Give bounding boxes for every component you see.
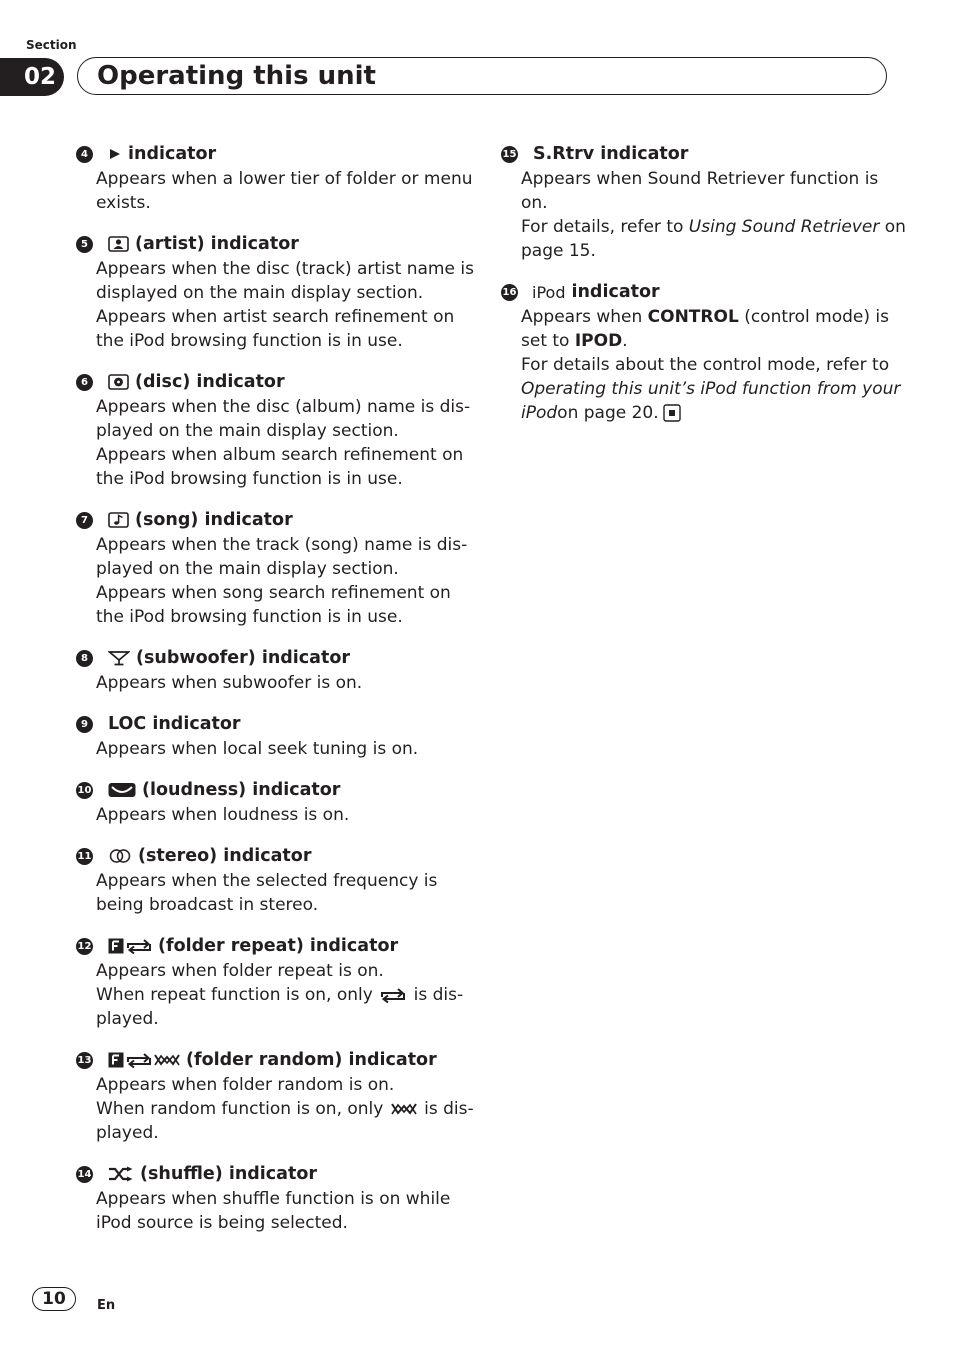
entry-text: When random function is on, only is dis- <box>96 1099 474 1119</box>
item-number-badge: 6 <box>76 374 93 391</box>
entry-text: Appears when a lower tier of folder or menu <box>96 169 473 189</box>
ipod-label: iPod <box>532 282 566 302</box>
stereo-icon <box>108 848 132 864</box>
item-number-badge: 13 <box>76 1052 93 1069</box>
entry-text: When repeat function is on, only is dis- <box>96 985 464 1005</box>
language-label: En <box>97 1298 116 1313</box>
cross-reference: Operating this unit’s iPod function from your <box>521 379 901 399</box>
entry-text: Appears when folder repeat is on. <box>96 961 384 981</box>
list-item <box>76 777 468 827</box>
entry-heading <box>76 507 468 533</box>
entry-heading <box>501 279 893 305</box>
disc-icon <box>108 374 129 390</box>
entry-title: (disc) indicator <box>135 372 285 392</box>
entry-text: played. <box>96 1123 159 1143</box>
list-item <box>76 1161 468 1235</box>
right-column <box>501 141 906 441</box>
entry-text: Appears when artist search refinement on <box>96 307 455 327</box>
entry-heading <box>76 231 468 257</box>
list-item <box>76 645 468 695</box>
song-icon <box>108 512 129 528</box>
entry-title: (stereo) indicator <box>138 846 312 866</box>
loudness-icon <box>108 782 136 798</box>
subwoofer-icon <box>108 650 130 666</box>
entry-text: page 15. <box>521 241 596 261</box>
entry-text: exists. <box>96 193 151 213</box>
section-number-badge: 02 <box>0 58 64 96</box>
list-item <box>76 711 468 761</box>
shuffle-icon <box>108 1166 134 1182</box>
entry-heading <box>76 843 468 869</box>
entry-title: (folder repeat) indicator <box>158 936 399 956</box>
entry-text: Appears when the track (song) name is dis- <box>96 535 468 555</box>
item-number-badge: 11 <box>76 848 93 865</box>
item-number-badge: 5 <box>76 236 93 253</box>
entry-title: indicator <box>128 144 217 164</box>
entry-text: on. <box>521 193 548 213</box>
item-number-badge: 4 <box>76 146 93 163</box>
entry-text: For details about the control mode, refer to <box>521 355 890 375</box>
item-number-badge: 16 <box>501 284 518 301</box>
entry-title: (subwoofer) indicator <box>136 648 350 668</box>
page-number: 10 <box>32 1287 76 1311</box>
item-number-badge: 12 <box>76 938 93 955</box>
entry-text: Appears when loudness is on. <box>96 805 350 825</box>
entry-text: being broadcast in stereo. <box>96 895 319 915</box>
item-number-badge: 15 <box>501 146 518 163</box>
entry-text: played on the main display section. <box>96 559 399 579</box>
item-number-badge: 8 <box>76 650 93 667</box>
list-item <box>76 933 468 1031</box>
entry-text: Appears when local seek tuning is on. <box>96 739 419 759</box>
entry-text: displayed on the main display section. <box>96 283 424 303</box>
entry-title: indicator <box>571 282 660 302</box>
page-title-box <box>77 57 887 95</box>
entry-heading <box>76 1047 468 1073</box>
entry-heading <box>76 1161 468 1187</box>
entry-title: (folder random) indicator <box>186 1050 437 1070</box>
item-number-badge: 14 <box>76 1166 93 1183</box>
folder-random-icon <box>108 1052 180 1068</box>
entry-text: Appears when Sound Retriever function is <box>521 169 879 189</box>
entry-heading <box>501 141 893 167</box>
entry-heading <box>76 141 468 167</box>
entry-text: the iPod browsing function is in use. <box>96 607 403 627</box>
item-number-badge: 7 <box>76 512 93 529</box>
list-item <box>501 141 906 263</box>
entry-text: played on the main display section. <box>96 421 399 441</box>
entry-text: the iPod browsing function is in use. <box>96 469 403 489</box>
repeat-icon <box>380 987 406 1003</box>
cross-reference: Using Sound Retriever <box>688 217 880 237</box>
entry-text: played. <box>96 1009 159 1029</box>
entry-text: Appears when subwoofer is on. <box>96 673 363 693</box>
entry-text: Appears when CONTROL (control mode) is <box>521 307 889 327</box>
entry-text: Appears when song search refinement on <box>96 583 451 603</box>
list-item <box>501 279 901 425</box>
entry-title: (song) indicator <box>135 510 293 530</box>
page-title: Operating this unit <box>97 61 376 91</box>
entry-text: Appears when the selected frequency is <box>96 871 438 891</box>
entry-text: For details, refer to Using Sound Retriever on <box>521 217 906 237</box>
entry-title: (shuffle) indicator <box>140 1164 318 1184</box>
list-item <box>76 141 473 215</box>
list-item <box>76 231 474 353</box>
cross-reference: iPod <box>521 403 558 423</box>
entry-text <box>521 377 901 401</box>
list-item <box>76 1047 474 1145</box>
end-square-icon <box>663 404 681 422</box>
entry-text: the iPod browsing function is in use. <box>96 331 403 351</box>
entry-text: Appears when album search refinement on <box>96 445 464 465</box>
entry-text: Appears when the disc (track) artist name is <box>96 259 474 279</box>
list-item <box>76 369 471 491</box>
entry-heading <box>76 933 468 959</box>
section-label: Section <box>26 38 77 52</box>
entry-heading <box>76 711 468 737</box>
entry-text: Appears when folder random is on. <box>96 1075 395 1095</box>
entry-text: Appears when the disc (album) name is dis- <box>96 397 471 417</box>
list-item <box>76 507 468 629</box>
entry-heading <box>76 777 468 803</box>
artist-icon <box>108 236 129 252</box>
entry-title: S.Rtrv indicator <box>533 144 689 164</box>
entry-text: Appears when shuffle function is on while <box>96 1189 451 1209</box>
left-column <box>76 141 474 1251</box>
item-number-badge: 9 <box>76 716 93 733</box>
entry-text: iPod source is being selected. <box>96 1213 348 1233</box>
entry-text: set to IPOD. <box>521 331 628 351</box>
list-item <box>76 843 468 917</box>
item-number-badge: 10 <box>76 782 93 799</box>
right-triangle-icon <box>108 147 122 161</box>
entry-text: iPod on page 20. <box>521 401 893 425</box>
entry-heading <box>76 645 468 671</box>
entry-title: LOC indicator <box>108 714 241 734</box>
folder-repeat-icon <box>108 938 152 954</box>
entry-title: (loudness) indicator <box>142 780 341 800</box>
random-icon <box>391 1101 417 1117</box>
entry-heading <box>76 369 468 395</box>
entry-title: (artist) indicator <box>135 234 299 254</box>
